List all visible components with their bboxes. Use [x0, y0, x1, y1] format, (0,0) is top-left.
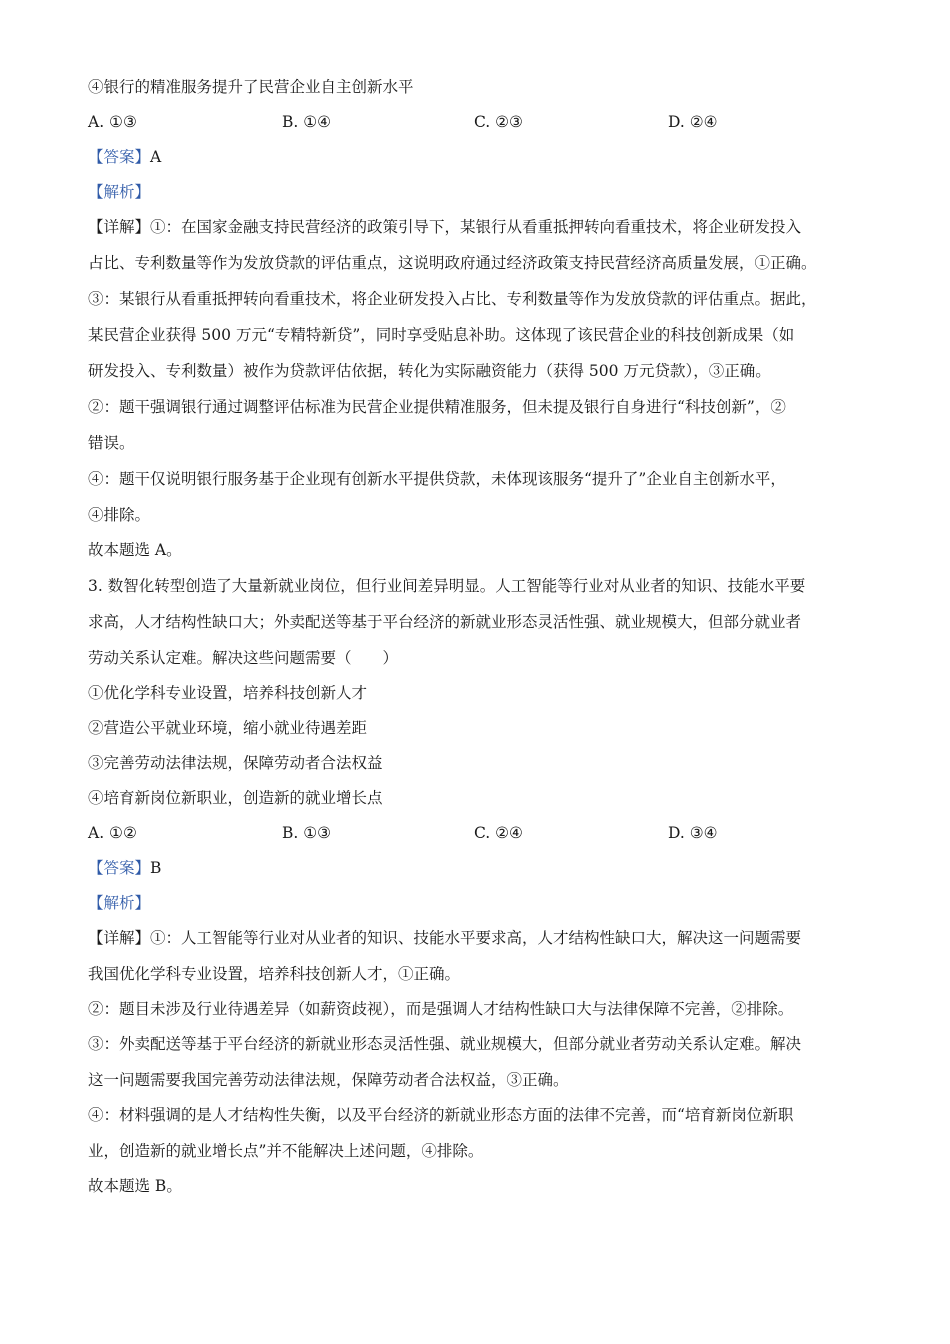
q3-detail-line-2: 我国优化学科专业设置，培养科技创新人才，①正确。 — [88, 965, 461, 983]
detail-label: 【详解】 — [88, 218, 151, 236]
answer-value: A — [150, 148, 162, 166]
answer-label: 【答案】 — [88, 148, 151, 166]
detail-text: ①：人工智能等行业对从业者的知识、技能水平要求高，人才结构性缺口大，解决这一问题需要 — [150, 929, 802, 947]
q3-answer — [88, 857, 161, 879]
q2-analysis-label: 【解析】 — [88, 183, 151, 201]
q3-option-4: ④培育新岗位新职业，创造新的就业增长点 — [88, 789, 383, 807]
q2-detail-line-7: 错误。 — [88, 434, 135, 452]
q2-detail-line-4: 某民营企业获得 500 万元“专精特新贷”，同时享受贴息补助。这体现了该民营企业的科技创新成果（如 — [88, 326, 795, 344]
q2-detail-line-3: ③：某银行从看重抵押转向看重技术，将企业研发投入占比、专利数量等作为发放贷款的评估重点。据此， — [88, 290, 817, 308]
q2-detail-line-6: ②：题干强调银行通过调整评估标准为民营企业提供精准服务，但未提及银行自身进行“科技创新”，② — [88, 398, 786, 416]
q3-detail-line-5: 这一问题需要我国完善劳动法律法规，保障劳动者合法权益，③正确。 — [88, 1071, 569, 1089]
q3-analysis-label: 【解析】 — [88, 894, 151, 912]
q3-stem-line-3: 劳动关系认定难。解决这些问题需要（ ） — [88, 649, 399, 667]
q2-option-4: ④银行的精准服务提升了民营企业自主创新水平 — [88, 78, 414, 96]
q3-option-1: ①优化学科专业设置，培养科技创新人才 — [88, 684, 368, 702]
q2-detail-line-8: ④：题干仅说明银行服务基于企业现有创新水平提供贷款，未体现该服务“提升了”企业自主创新水平， — [88, 470, 786, 488]
detail-label: 【详解】 — [88, 929, 151, 947]
q2-detail-line-5: 研发投入、专利数量）被作为贷款评估依据，转化为实际融资能力（获得 500 万元贷款），③正确。 — [88, 362, 771, 380]
q2-choice-d: D. ②④ — [668, 113, 718, 131]
q3-detail-line-6: ④：材料强调的是人才结构性失衡，以及平台经济的新就业形态方面的法律不完善，而“培育新岗位新职 — [88, 1106, 794, 1124]
q3-choice-b: B. ①③ — [282, 824, 332, 842]
q2-conclusion: 故本题选 A。 — [88, 541, 182, 559]
q3-option-3: ③完善劳动法律法规，保障劳动者合法权益 — [88, 754, 383, 772]
q2-answer — [88, 146, 161, 168]
q2-detail-line-2: 占比、专利数量等作为发放贷款的评估重点，这说明政府通过经济政策支持民营经济高质量发展，①正确。 — [88, 254, 817, 272]
q3-detail-line-1 — [88, 927, 801, 949]
q2-choice-b: B. ①④ — [282, 113, 332, 131]
q2-detail-line-1 — [88, 216, 801, 238]
q3-choice-c: C. ②④ — [474, 824, 523, 842]
q3-option-2: ②营造公平就业环境，缩小就业待遇差距 — [88, 719, 368, 737]
q3-choice-a: A. ①② — [88, 824, 137, 842]
q2-detail-line-9: ④排除。 — [88, 506, 151, 524]
q3-detail-line-7: 业，创造新的就业增长点”并不能解决上述问题，④排除。 — [88, 1142, 484, 1160]
q2-choice-c: C. ②③ — [474, 113, 523, 131]
q3-stem-line-1: 3. 数智化转型创造了大量新就业岗位，但行业间差异明显。人工智能等行业对从业者的知识、技能水平要 — [88, 577, 806, 595]
q3-conclusion: 故本题选 B。 — [88, 1177, 182, 1195]
detail-text: ①：在国家金融支持民营经济的政策引导下，某银行从看重抵押转向看重技术，将企业研发投入 — [150, 218, 802, 236]
q3-choice-d: D. ③④ — [668, 824, 718, 842]
q3-detail-line-4: ③：外卖配送等基于平台经济的新就业形态灵活性强、就业规模大，但部分就业者劳动关系认定难。解决 — [88, 1035, 802, 1053]
q2-choice-a: A. ①③ — [88, 113, 137, 131]
q3-detail-line-3: ②：题目未涉及行业待遇差异（如薪资歧视），而是强调人才结构性缺口大与法律保障不完善，②排除。 — [88, 1000, 794, 1018]
answer-value: B — [150, 859, 162, 877]
answer-label: 【答案】 — [88, 859, 151, 877]
q3-stem-line-2: 求高，人才结构性缺口大；外卖配送等基于平台经济的新就业形态灵活性强、就业规模大，但部分就业者 — [88, 613, 802, 631]
